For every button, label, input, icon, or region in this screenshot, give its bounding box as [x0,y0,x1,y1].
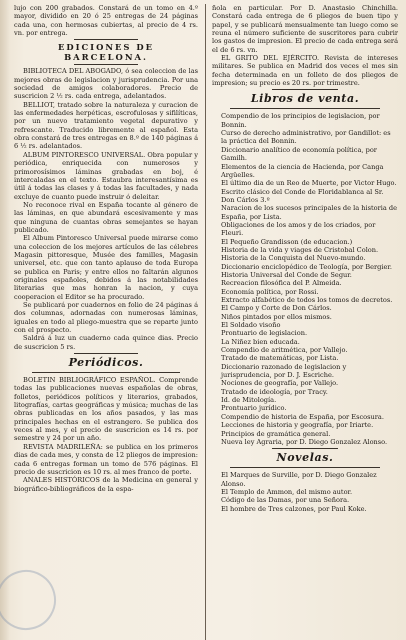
list-item: El hombre de Tres calzones, por Paul Koke. [221,504,367,513]
list-item: El Pequeño Grandisson (de educacion.) [221,237,353,246]
section-title-novelas: Novelas. [276,451,334,465]
list-item: Curso de derecho administrativo, por Gandillot: es la práctica del Bonnin. [221,129,391,146]
entry-album-5: Saldrá á luz un cuaderno cada quince dias. Precio de suscricion 5 rs. [14,334,199,351]
books-list [212,112,398,446]
divider [74,353,138,354]
entry-album-3: El Album Pintoresco Universal puede mirarse como una coleccion de los mejores artículos de las célebres Magasin pittoresque, Musée des familles, Magasin universel, etc. que con tanto aplauso de toda Europa se publica en Paris; y entre ellos no faltarán algunos originales españoles, debidos á las notabilidades literarias que mas honran la nacion, y cuya cooperacion el Editor se ha procurado. [14,234,199,301]
columns [14,4,398,640]
list-item: Recreacion filosófica del P. Almeida. [221,279,342,288]
list-item: Historia de la Conquista del Nuevo-mundo. [221,254,366,263]
novels-list [212,471,398,513]
left-column [14,4,198,640]
list-item: Tratado de ideología, por Tracy. [221,387,328,396]
list-item: Compendio de aritmética, por Vallejo. [221,346,348,355]
list-item: Elementos de la ciencia de Hacienda, por Canga Argüelles. [221,162,384,179]
entry-album-2: No reconoce rival en España tocante al género de las láminas, en que abundará escesivamente y mas que ninguna de cuantas obras semejantes se hayan publicado. [14,200,199,234]
list-item: El Marques de Surville, por D. Diego Gonzalez Alonso. [221,471,377,488]
list-item: Id. de Mitología. [221,396,277,405]
divider [272,448,338,449]
list-item: El último dia de un Reo de Muerte, por Victor Hugo. [221,179,397,188]
list-item: Extracto alfabético de todos los tomos de decretos. [221,296,393,304]
list-item: Economía política, por Rossi. [221,287,319,296]
binding-shadow [0,0,10,640]
section-title-barcelona: EDICIONES DE BARCELONA. [57,42,155,63]
entry-album: ALBUM PINTORESCO UNIVERSAL. Obra popular y periódica, enriquecida con numerosos y primorosísimos láminas grabadas en boj, é intercaladas en el texto. Estaubra interesantísima es útil á todas las clases y á todas las facultades, y nada excluye de cuanto puede instruir ó deleitar. [14,150,199,201]
list-item: El Soldado visoño [221,321,281,330]
entry-revista: REVISTA MADRILEÑA: se publica en los primeros dias de cada mes, y consta de 12 pliegos de impresion: cada 6 entregas forman un tomo de 576 páginas. El precio de suscricion es 10 rs. al mes franco de porte. [14,442,199,476]
list-item: El Templo de Ammon, del mismo autor. [221,487,353,496]
divider [230,108,380,109]
entry-anales-continued: ñola en particular. Por D. Anastasio Chinchilla. Constará cada entrega de 6 pliegos de buen tipo y papel, y se publicará mensualmente tan luego como se reuna el número suficiente de suscritores para cubrir los gastos de impresion. El precio de cada entrega será el de 6 rs. vn. [212,4,398,54]
entry-biblioteca: BIBLIOTECA DEL ABOGADO, ó sea coleccion de las mejores obras de legislacion y jurisprudencia. Por una sociedad de amigos colaboradores. Precio de suscricion 2 ½ rs. cada entrega, adelantados. [14,67,199,101]
section-title-periodicos: Periódicos. [68,356,144,370]
list-item: Tratado de matemáticas, por Lista. [221,354,339,363]
entry-belliot: BELLIOT, tratado sobre la naturaleza y curacion de las enfermedades herpéticas, escrofulosas y sifilíticas, por un nuevo tratamiento vegetal depurativo y refrescante. Traducido libremente al español. Esta obra constará de tres entregas en 8.º de 140 páginas á 6 ½ rs. adelantados. [14,100,199,151]
list-item: Nueva ley Agraria, por D. Diego Gonzalez Alonso. [221,437,388,446]
section-title-libros: Libros de venta. [250,92,360,106]
list-item: Historia de la vida y viages de Cristobal Colon. [221,245,379,254]
divider [230,467,380,468]
list-item: Código de las Damas, por una Señora. [221,496,350,505]
list-item: Diccionario enciclopédico de Teología, por Bergier. [221,262,392,271]
list-item: Escrito clásico del Conde de Floridablanca al Sr. Don Cárlos 3.º [221,187,384,204]
list-item: Prontuario jurídico. [221,404,287,413]
divider [272,89,338,90]
entry-album-4: Se publicará por cuadernos en folio de 24 páginas á dos columnas, adornadas con numerosas láminas, iguales en todo al pliego-muestra que se reparte junto con el prospecto. [14,301,199,335]
divider [74,64,138,65]
list-item: Diccionario razonado de legislacion y jurisprudencia, por D. J. Escriche. [221,362,347,380]
list-item: La Niñez bien educada. [221,337,300,346]
entry-boletin: BOLETIN BIBLIOGRÁFICO ESPAÑOL. Comprende todas las publicaciones nuevas españolas de obras, folletos, periódicos políticos y literarios, grabados, litografías, cartas geográficas y música; muchas de las obras publicadas en los años pasados, y las mas principales hechas en el estrangero. Se publica dos veces al mes, y el precio de suscricion es 14 rs. por semestre y 24 por un año. [14,376,199,443]
list-item: Lecciones de historia y geografía, por Iriarte. [221,421,374,430]
list-item: Prontuario de legislacion. [221,329,308,338]
right-column [205,4,398,640]
divider [74,39,138,40]
list-item: Compendio de los principios de legislacion, por Bonnin. [221,112,380,129]
list-item: Obligaciones de los amos y de los criados, por Fleuri. [221,220,376,238]
divider [32,372,180,373]
list-item: El Campo y Corte de Don Cárlos. [221,304,332,313]
list-item: Principios de gramática general. [221,429,331,438]
entry-anales: ANALES HISTÓRICOS de la Medicina en general y biográfico-bibliográficos de la espa- [14,476,199,493]
list-item: Niños pintados por ellos mismos. [221,312,332,321]
list-item: Historia Universal del Conde de Segur. [221,270,352,279]
list-item: Naracion de los sucesos principales de la historia de España, por Lista. [221,204,398,221]
entry-grito: EL GRITO DEL EJÉRCITO. Revista de intereses militares. Se publica en Madrid dos veces el mes sin fecha determinada en un folleto de dos pliegos de impresion; su precio es 20 rs. por trimestre. [212,54,398,88]
list-item: Compendio de historia de España, por Escosura. [221,412,384,421]
entry-continued: lujo con 200 grabados. Constará de un tomo en 4.º mayor, dividido en 20 ó 25 entregas de 24 páginas cada una, con hermosas cubiertas, al precio de 4 rs. vn. por entrega. [14,4,199,38]
list-item: Diccionario analítico de economía política, por Gamilh. [221,145,377,163]
list-item: Nociones de geografía, por Vallejo. [221,379,339,388]
